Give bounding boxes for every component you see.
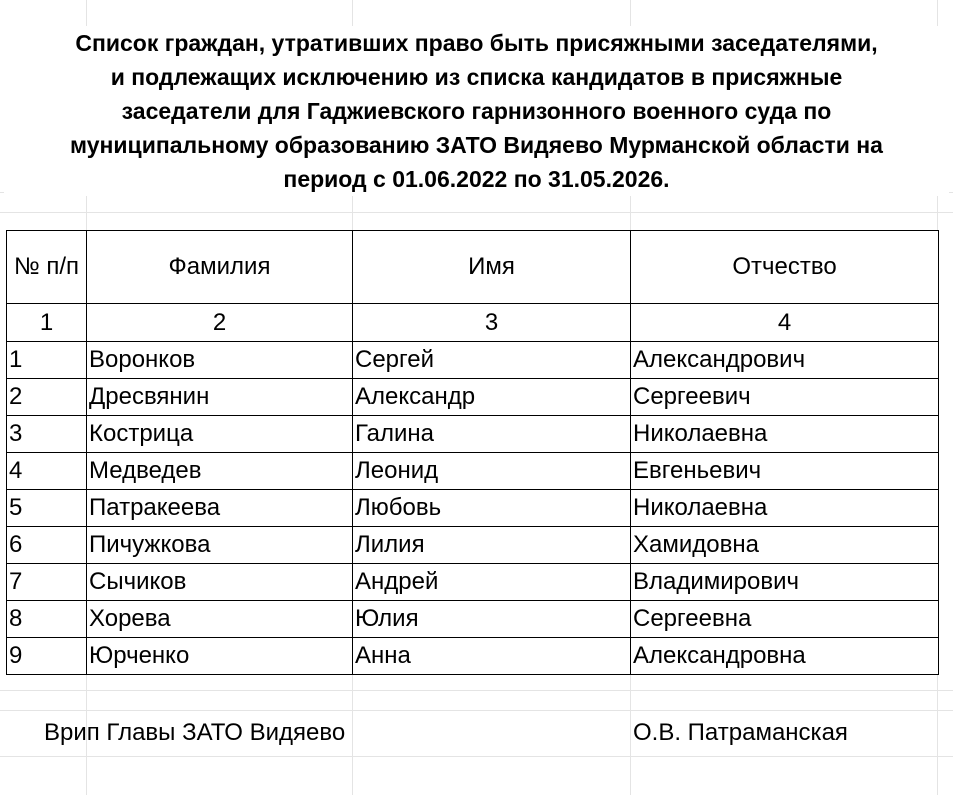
- table-row: [7, 638, 939, 675]
- column-number: 1: [7, 304, 87, 342]
- citizens-table: [6, 230, 939, 675]
- cell-number: 9: [7, 638, 87, 675]
- header-name: Имя: [353, 231, 631, 304]
- cell-patronymic: Александрович: [631, 342, 939, 379]
- cell-name: Галина: [353, 416, 631, 453]
- header-patronymic: Отчество: [631, 231, 939, 304]
- table-row: [7, 342, 939, 379]
- document-title: [4, 26, 949, 196]
- signatory-position: Врип Главы ЗАТО Видяево: [44, 719, 346, 746]
- cell-name: Леонид: [353, 453, 631, 490]
- cell-name: Александр: [353, 379, 631, 416]
- cell-surname: Патракеева: [87, 490, 353, 527]
- cell-name: Любовь: [353, 490, 631, 527]
- cell-name: Сергей: [353, 342, 631, 379]
- title-line: заседатели для Гаджиевского гарнизонного военного суда по: [121, 98, 832, 124]
- cell-number: 2: [7, 379, 87, 416]
- table-row: [7, 490, 939, 527]
- cell-surname: Кострица: [87, 416, 353, 453]
- cell-name: Юлия: [353, 601, 631, 638]
- table-row: [7, 527, 939, 564]
- cell-patronymic: Александровна: [631, 638, 939, 675]
- cell-surname: Медведев: [87, 453, 353, 490]
- cell-number: 7: [7, 564, 87, 601]
- table-row: [7, 564, 939, 601]
- cell-surname: Пичужкова: [87, 527, 353, 564]
- title-line: период с 01.06.2022 по 31.05.2026.: [283, 166, 670, 192]
- cell-surname: Дресвянин: [87, 379, 353, 416]
- cell-number: 6: [7, 527, 87, 564]
- title-line: Список граждан, утративших право быть присяжными заседателями,: [75, 30, 878, 56]
- table-row: [7, 416, 939, 453]
- column-number: 4: [631, 304, 939, 342]
- cell-name: Лилия: [353, 527, 631, 564]
- cell-patronymic: Сергеевич: [631, 379, 939, 416]
- cell-patronymic: Николаевна: [631, 490, 939, 527]
- cell-name: Анна: [353, 638, 631, 675]
- table-row: [7, 379, 939, 416]
- cell-patronymic: Евгеньевич: [631, 453, 939, 490]
- cell-patronymic: Хамидовна: [631, 527, 939, 564]
- cell-number: 1: [7, 342, 87, 379]
- cell-name: Андрей: [353, 564, 631, 601]
- cell-number: 8: [7, 601, 87, 638]
- title-line: муниципальному образованию ЗАТО Видяево Мурманской области на: [70, 132, 883, 158]
- title-line: и подлежащих исключению из списка кандидатов в присяжные: [110, 64, 843, 90]
- cell-surname: Хорева: [87, 601, 353, 638]
- header-surname: Фамилия: [87, 231, 353, 304]
- column-numbers-row: [7, 304, 939, 342]
- signatory-name: О.В. Патраманская: [633, 719, 848, 746]
- cell-patronymic: Владимирович: [631, 564, 939, 601]
- cell-number: 4: [7, 453, 87, 490]
- cell-surname: Воронков: [87, 342, 353, 379]
- table-row: [7, 601, 939, 638]
- table-row: [7, 453, 939, 490]
- column-number: 3: [353, 304, 631, 342]
- column-number: 2: [87, 304, 353, 342]
- table-header-row: [7, 231, 939, 304]
- cell-patronymic: Николаевна: [631, 416, 939, 453]
- cell-number: 5: [7, 490, 87, 527]
- cell-surname: Сычиков: [87, 564, 353, 601]
- cell-surname: Юрченко: [87, 638, 353, 675]
- cell-patronymic: Сергеевна: [631, 601, 939, 638]
- header-number: № п/п: [7, 231, 87, 304]
- cell-number: 3: [7, 416, 87, 453]
